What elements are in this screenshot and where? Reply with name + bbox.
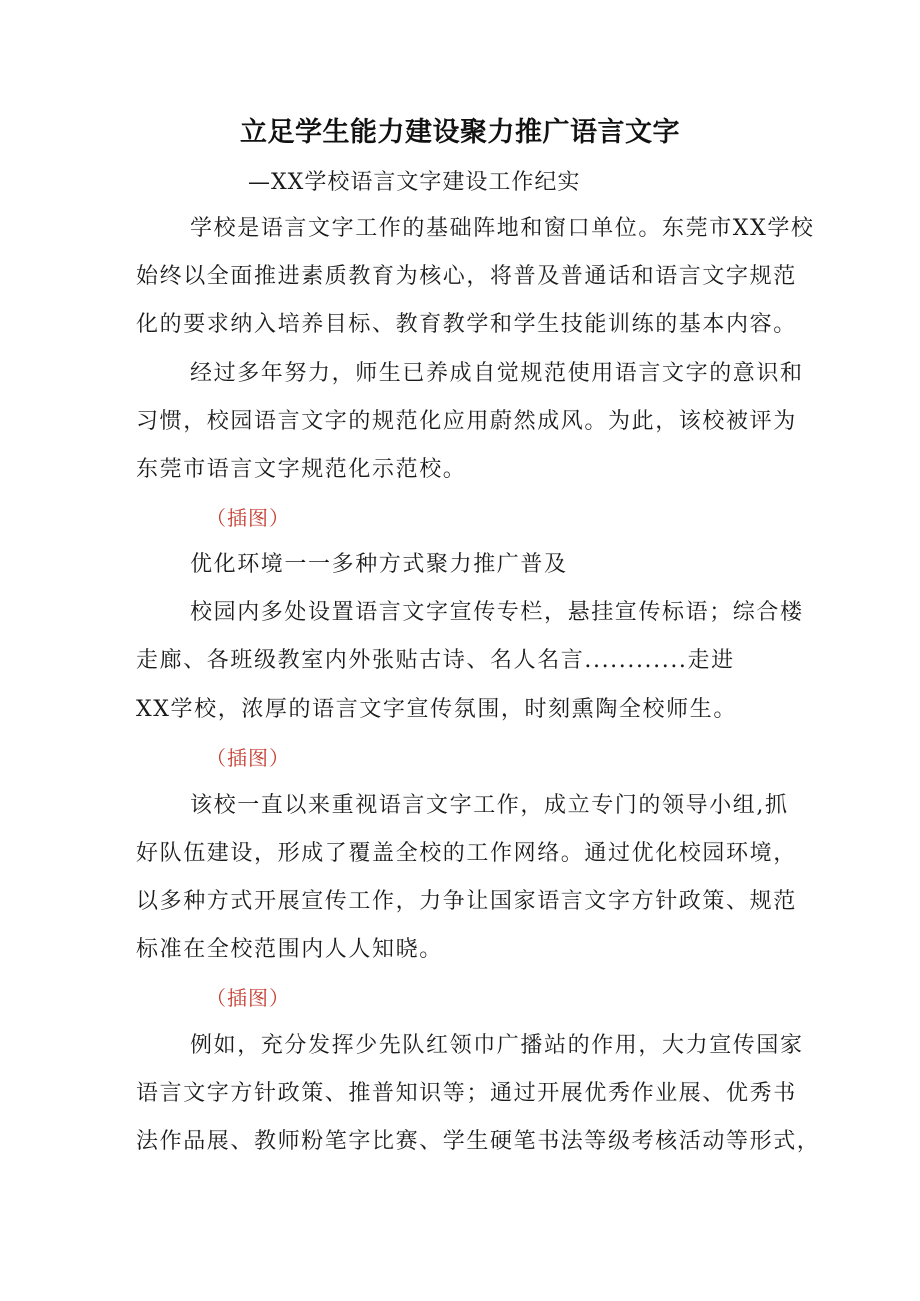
- paragraph-2-line-2: 习惯，校园语言文字的规范化应用蔚然成风。为此，该校被评为: [136, 409, 797, 434]
- paragraph-1-line-2: 始终以全面推进素质教育为核心，将普及普通话和语言文字规范: [136, 264, 797, 289]
- paragraph-5-line-3: 法作品展、教师粉笔字比赛、学生硬笔书法等级考核活动等形式，: [136, 1129, 821, 1154]
- paragraph-2-line-3: 东莞市语言文字规范化示范校。: [136, 457, 467, 482]
- illustration-placeholder-1: （插图）: [206, 506, 290, 530]
- paragraph-5-line-2: 语言文字方针政策、推普知识等；通过开展优秀作业展、优秀书: [136, 1081, 797, 1106]
- paragraph-4-line-2: 好队伍建设，形成了覆盖全校的工作网络。通过优化校园环境，: [136, 841, 797, 866]
- illustration-placeholder-3: （插图）: [206, 986, 290, 1010]
- paragraph-3-line-1: 校园内多处设置语言文字宣传专栏，悬挂宣传标语；综合楼: [190, 600, 804, 625]
- paragraph-1-line-1: 学校是语言文字工作的基础阵地和窗口单位。东莞市XX学校: [190, 216, 815, 241]
- document-subtitle: —XX学校语言文字建设工作纪实: [248, 170, 581, 195]
- document-title: 立足学生能力建设聚力推广语言文字: [240, 117, 680, 148]
- paragraph-3-line-2: 走廊、各班级教室内外张贴古诗、名人名言............走进: [136, 648, 735, 673]
- paragraph-4-line-3: 以多种方式开展宣传工作，力争让国家语言文字方针政策、规范: [136, 889, 797, 914]
- paragraph-5-line-1: 例如，充分发挥少先队红领巾广播站的作用，大力宣传国家: [190, 1033, 804, 1058]
- paragraph-2-line-1: 经过多年努力，师生已养成自觉规范使用语言文字的意识和: [190, 361, 804, 386]
- paragraph-1-line-3: 化的要求纳入培养目标、教育教学和学生技能训练的基本内容。: [136, 312, 797, 337]
- section-heading: 优化环境一一多种方式聚力推广普及: [190, 552, 568, 577]
- illustration-placeholder-2: （插图）: [206, 746, 290, 770]
- paragraph-4-line-1: 该校一直以来重视语言文字工作，成立专门的领导小组,抓: [190, 793, 789, 818]
- paragraph-4-line-4: 标准在全校范围内人人知晓。: [136, 937, 443, 962]
- paragraph-3-line-3: XX学校，浓厚的语言文字宣传氛围，时刻熏陶全校师生。: [136, 697, 737, 722]
